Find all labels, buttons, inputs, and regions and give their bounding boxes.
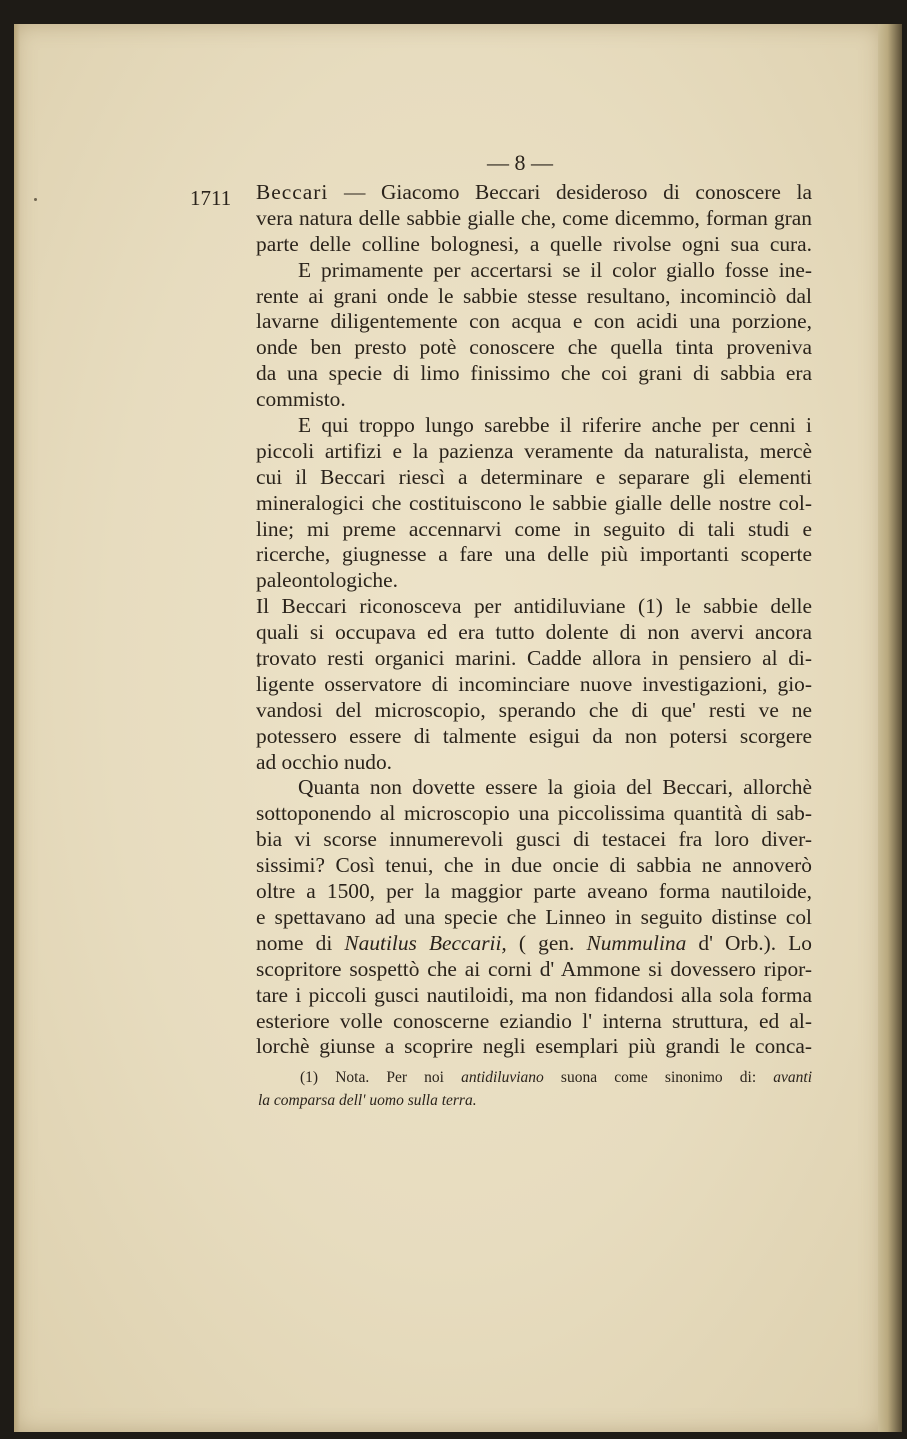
text-line: ricerche, giugnesse a fare una delle più importanti scoperte (256, 542, 812, 567)
text-line: ligente osservatore di incominciare nuove investigazioni, gio- (256, 671, 812, 696)
text-line: potessero essere di talmente esigui da non potersi scorgere (256, 723, 812, 748)
paper-speck (34, 198, 37, 201)
page-gutter-shadow (14, 24, 20, 1432)
genus-name: Nummulina (586, 930, 687, 955)
text-line: trovato resti organici marini. Cadde allora in pensiero al di- (256, 646, 812, 671)
text-line: parte delle colline bolognesi, a quelle rivolse ogni sua cura. (256, 231, 812, 256)
page-number: — 8 — (487, 150, 553, 175)
text-line: vandosi del microscopio, sperando che di que' resti ve ne (256, 697, 812, 722)
text-line: Il Beccari riconosceva per antidiluviane (1) le sabbie delle (256, 594, 812, 619)
text-line: nome di Nautilus Beccarii, ( gen. Nummulina d' Orb.). Lo (256, 930, 812, 955)
margin-year-note: 1711 (190, 186, 232, 210)
text-line: esteriore volle conoscerne eziandio l' interna struttura, ed al- (256, 1008, 812, 1033)
text-line: oltre a 1500, per la maggior parte aveano forma nautiloide, (256, 879, 812, 904)
text-line: cui il Beccari riescì a determinare e separare gli elementi (256, 464, 812, 489)
text-line: da una specie di limo finissimo che coi grani di sabbia era (256, 361, 812, 386)
species-name: Nautilus Beccarii, (344, 930, 507, 955)
footnote-line: la comparsa dell' uomo sulla terra. (258, 1092, 477, 1109)
text-line: e spettavano ad una specie che Linneo in seguito distinse col (256, 904, 812, 929)
text-line: vera natura delle sabbie gialle che, come dicemmo, forman gran (256, 205, 812, 230)
text-line: Quanta non dovette essere la gioia del Beccari, allorchè (298, 775, 812, 800)
text-line: commisto. (256, 387, 346, 412)
footnote-line: (1) Nota. Per noi antidiluviano suona come sinonimo di: avanti (300, 1069, 813, 1086)
text-line: rente ai grani onde le sabbie stesse resultano, incominciò dal (256, 283, 812, 308)
text-line: E qui troppo lungo sarebbe il riferire anche per cenni i (298, 413, 812, 438)
text-line: quali si occupava ed era tutto dolente di non avervi ancora (256, 620, 812, 645)
text-line: ad occhio nudo. (256, 749, 393, 774)
text-line: piccoli artifizi e la pazienza veramente da naturalista, mercè (256, 438, 812, 463)
text-line: lavarne diligentemente con acqua e con acidi una porzione, (256, 309, 812, 334)
next-page-edge (878, 24, 902, 1432)
text-line: sissimi? Così tenui, che in due oncie di sabbia ne annoverò (256, 853, 812, 878)
text-line: scopritore sospettò che ai corni d' Ammone si dovessero ripor- (256, 956, 812, 981)
text-line: mineralogici che costituiscono le sabbie gialle delle nostre col- (256, 490, 812, 515)
text-line: Beccari — Giacomo Beccari desideroso di conoscere la (256, 180, 812, 204)
text-line: bia vi scorse innumerevoli gusci di testacei fra loro diver- (256, 827, 812, 852)
text-line: lorchè giunse a scoprire negli esemplari più grandi le conca- (256, 1034, 812, 1059)
author-name: Beccari (256, 180, 329, 204)
body-text (256, 180, 812, 1060)
text-line: E primamente per accertarsi se il color giallo fosse ine- (298, 257, 812, 282)
text-line: tare i piccoli gusci nautiloidi, ma non fidandosi alla sola forma (256, 982, 812, 1007)
footnote (258, 1066, 812, 1112)
text-line: paleontologiche. (256, 568, 398, 593)
text-line: line; mi preme accennarvi come in seguito di tali studi e (256, 516, 812, 541)
text-line: onde ben presto potè conoscere che quella tinta proveniva (256, 335, 812, 360)
text-line: sottoponendo al microscopio una piccolissima quantità di sab- (256, 801, 812, 826)
